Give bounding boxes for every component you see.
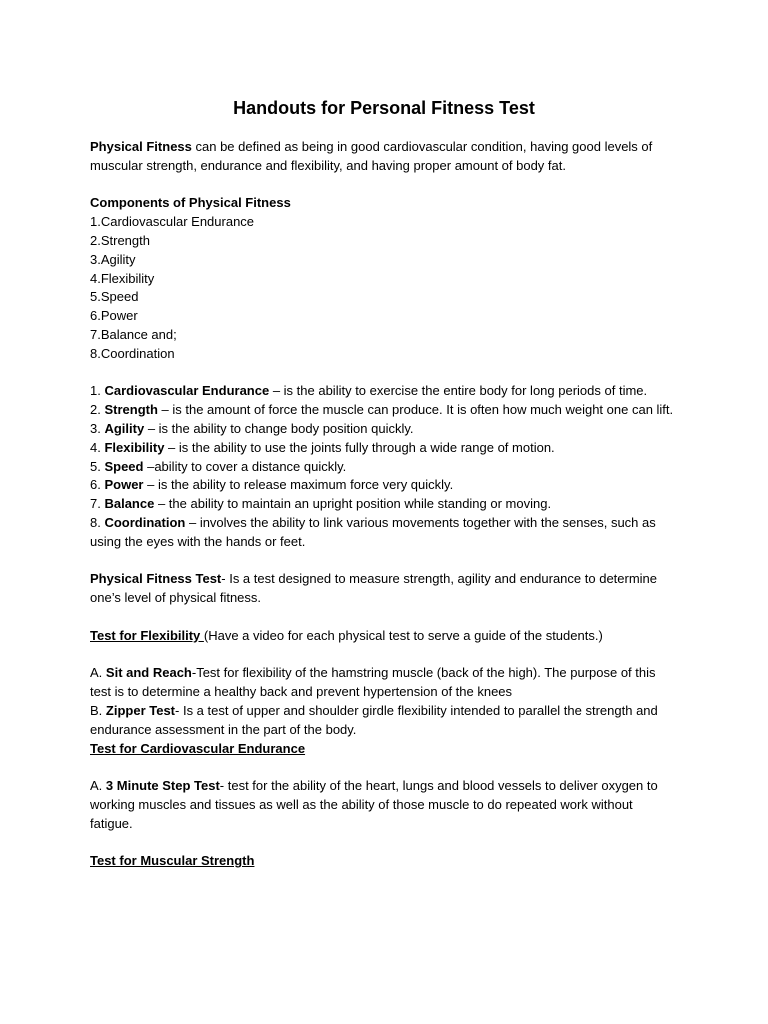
definition-item xyxy=(90,439,678,458)
test-description: - test for the ability of the heart, lungs and blood vessels to deliver oxygen to working muscles and tissues as well as the ability of those muscle to do repeated work without fatigue. xyxy=(90,778,658,831)
flexibility-heading-line xyxy=(90,627,678,646)
spacer xyxy=(90,552,678,571)
definition-term: Power xyxy=(104,477,144,493)
component-item: 5.Speed xyxy=(90,289,139,305)
component-item: 7.Balance and; xyxy=(90,326,177,342)
test-prefix: B. xyxy=(90,702,106,718)
definition-item xyxy=(90,458,678,477)
components-heading: Components of Physical Fitness xyxy=(90,195,291,211)
component-item: 4.Flexibility xyxy=(90,270,155,286)
definition-term: Balance xyxy=(104,496,155,512)
flexibility-test-item xyxy=(90,664,678,702)
definition-term: Flexibility xyxy=(104,439,165,455)
definition-number: 8. xyxy=(90,514,105,530)
definition-item xyxy=(90,495,678,514)
cardio-test-item xyxy=(90,777,678,833)
component-item: 1.Cardiovascular Endurance xyxy=(90,214,255,230)
component-item: 2.Strength xyxy=(90,232,150,248)
spacer xyxy=(90,176,678,195)
definition-number: 5. xyxy=(90,458,105,474)
definition-text: – is the amount of force the muscle can produce. It is often how much weight one can lift. xyxy=(157,402,674,418)
spacer xyxy=(90,833,678,852)
spacer xyxy=(90,364,678,383)
definition-number: 6. xyxy=(90,477,105,493)
definition-item xyxy=(90,401,678,420)
flexibility-heading: Test for Flexibility xyxy=(90,627,204,643)
spacer xyxy=(90,646,678,665)
strength-heading: Test for Muscular Strength xyxy=(90,853,255,869)
test-name: Zipper Test xyxy=(105,702,176,718)
definition-number: 2. xyxy=(90,402,105,418)
spacer xyxy=(90,608,678,627)
definition-item xyxy=(90,476,678,495)
test-prefix: A. xyxy=(90,665,106,681)
definition-text: – involves the ability to link various movements together with the senses, such as using the eyes with the hands or feet. xyxy=(90,514,656,549)
spacer xyxy=(90,758,678,777)
intro-text: can be defined as being in good cardiovascular condition, having good levels of muscular strength, endurance and flexibility, and having proper amount of body fat. xyxy=(90,139,653,173)
definition-number: 1. xyxy=(90,383,105,399)
definition-term: Agility xyxy=(104,420,145,436)
cardio-heading: Test for Cardiovascular Endurance xyxy=(90,740,306,756)
intro-term: Physical Fitness xyxy=(90,139,192,154)
component-item: 3.Agility xyxy=(90,251,136,267)
definition-item xyxy=(90,514,678,552)
pft-text: - Is a test designed to measure strength, agility and endurance to determine one’s level of physical fitness. xyxy=(90,571,658,606)
definition-term: Coordination xyxy=(104,514,186,530)
definition-number: 7. xyxy=(90,496,105,512)
test-name: 3 Minute Step Test xyxy=(105,778,220,794)
definition-text: – is the ability to release maximum force very quickly. xyxy=(143,477,454,493)
test-description: -Test for flexibility of the hamstring muscle (back of the high). The purpose of this test is to determine a healthy back and prevent hypertension of the knees xyxy=(90,665,656,700)
pft-term: Physical Fitness Test xyxy=(90,571,222,587)
flexibility-note: (Have a video for each physical test to serve a guide of the students.) xyxy=(203,627,603,643)
definition-number: 3. xyxy=(90,420,105,436)
definition-term: Strength xyxy=(104,402,158,418)
intro-paragraph xyxy=(90,138,678,176)
definition-term: Cardiovascular Endurance xyxy=(104,383,270,399)
component-item: 8.Coordination xyxy=(90,345,175,361)
definition-item xyxy=(90,420,678,439)
definition-text: –ability to cover a distance quickly. xyxy=(143,458,347,474)
test-description: - Is a test of upper and shoulder girdle flexibility intended to parallel the strength and endurance assessment in the part of the body. xyxy=(90,702,658,737)
definition-item xyxy=(90,382,678,401)
pft-paragraph xyxy=(90,570,678,608)
flexibility-test-item xyxy=(90,702,678,740)
test-name: Sit and Reach xyxy=(105,665,192,681)
definition-text: – the ability to maintain an upright position while standing or moving. xyxy=(154,496,552,512)
document-title: Handouts for Personal Fitness Test xyxy=(233,98,535,118)
definition-text: – is the ability to change body position quickly. xyxy=(144,420,414,436)
definition-text: – is the ability to use the joints fully through a wide range of motion. xyxy=(164,439,555,455)
test-prefix: A. xyxy=(90,778,106,794)
definition-text: – is the ability to exercise the entire body for long periods of time. xyxy=(269,383,648,399)
component-item: 6.Power xyxy=(90,308,138,324)
definition-number: 4. xyxy=(90,439,105,455)
definition-term: Speed xyxy=(104,458,144,474)
